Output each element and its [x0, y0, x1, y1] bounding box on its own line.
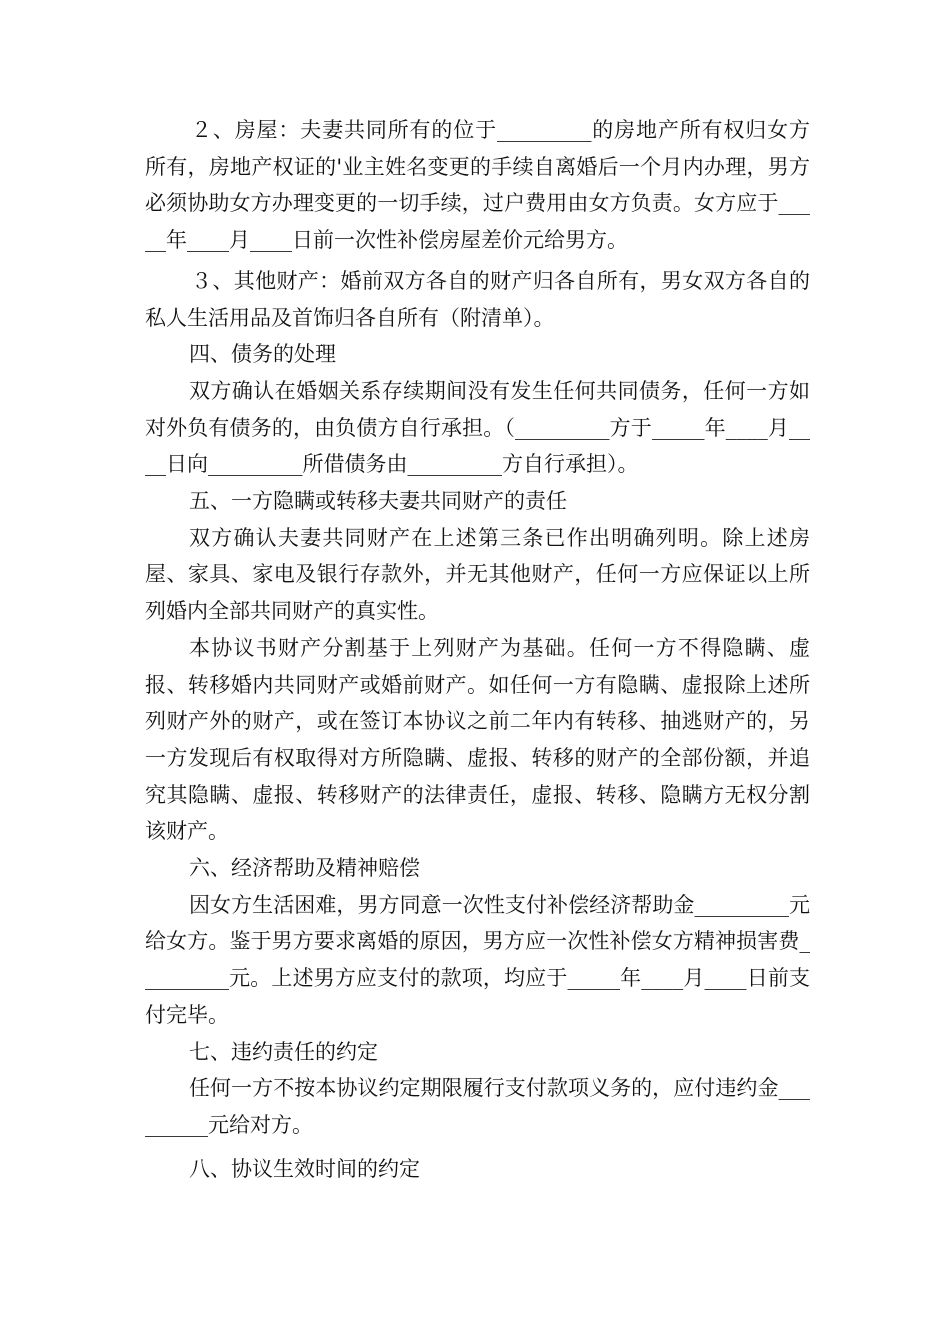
heading-breach: 七、违约责任的约定	[189, 1039, 378, 1064]
heading-debt: 四、债务的处理	[189, 342, 336, 367]
clause-confirmation: 双方确认夫妻共同财产在上述第三条已作出明确列明。除上述房屋、家具、家电及银行存款外，并无其他财产，任何一方应保证以上所列婚内全部共同财产的真实性。	[145, 525, 810, 624]
heading-compensation: 六、经济帮助及精神赔偿	[189, 856, 420, 881]
heading-concealment: 五、一方隐瞒或转移夫妻共同财产的责任	[189, 489, 567, 514]
heading-effective-time: 八、协议生效时间的约定	[189, 1156, 420, 1181]
clause-compensation: 因女方生活困难，男方同意一次性支付补偿经济帮助金_________元给女方。鉴于男方要求离婚的原因，男方应一次性补偿女方精神损害费_________元。上述男方应支付的款项，均应于_____年____月____日前支付完毕。	[145, 892, 810, 1027]
clause-other-property: ３、其他财产：婚前双方各自的财产归各自所有，男女双方各自的私人生活用品及首饰归各自所有（附清单）。	[145, 268, 810, 330]
clause-division-basis: 本协议书财产分割基于上列财产为基础。任何一方不得隐瞒、虚报、转移婚内共同财产或婚前财产。如任何一方有隐瞒、虚报除上述所列财产外的财产，或在签订本协议之前二年内有转移、抽逃财产的，另一方发现后有权取得对方所隐瞒、虚报、转移的财产的全部份额，并追究其隐瞒、虚报、转移财产的法律责任，虚报、转移、隐瞒方无权分割该财产。	[145, 635, 810, 844]
clause-debt: 双方确认在婚姻关系存续期间没有发生任何共同债务，任何一方如对外负有债务的，由负债方自行承担。（_________方于_____年____月____日向_________所借债务由_________方自行承担）。	[145, 378, 810, 477]
document-body	[145, 112, 810, 1187]
clause-breach: 任何一方不按本协议约定期限履行支付款项义务的，应付违约金_________元给对方。	[145, 1076, 810, 1137]
clause-house: ２、房屋：夫妻共同所有的位于_________的房地产所有权归女方所有，房地产权证的'业主姓名变更的手续自离婚后一个月内办理，男方必须协助女方办理变更的一切手续，过户费用由女方负责。女方应于_____年____月____日前一次性补偿房屋差价元给男方。	[145, 118, 810, 253]
